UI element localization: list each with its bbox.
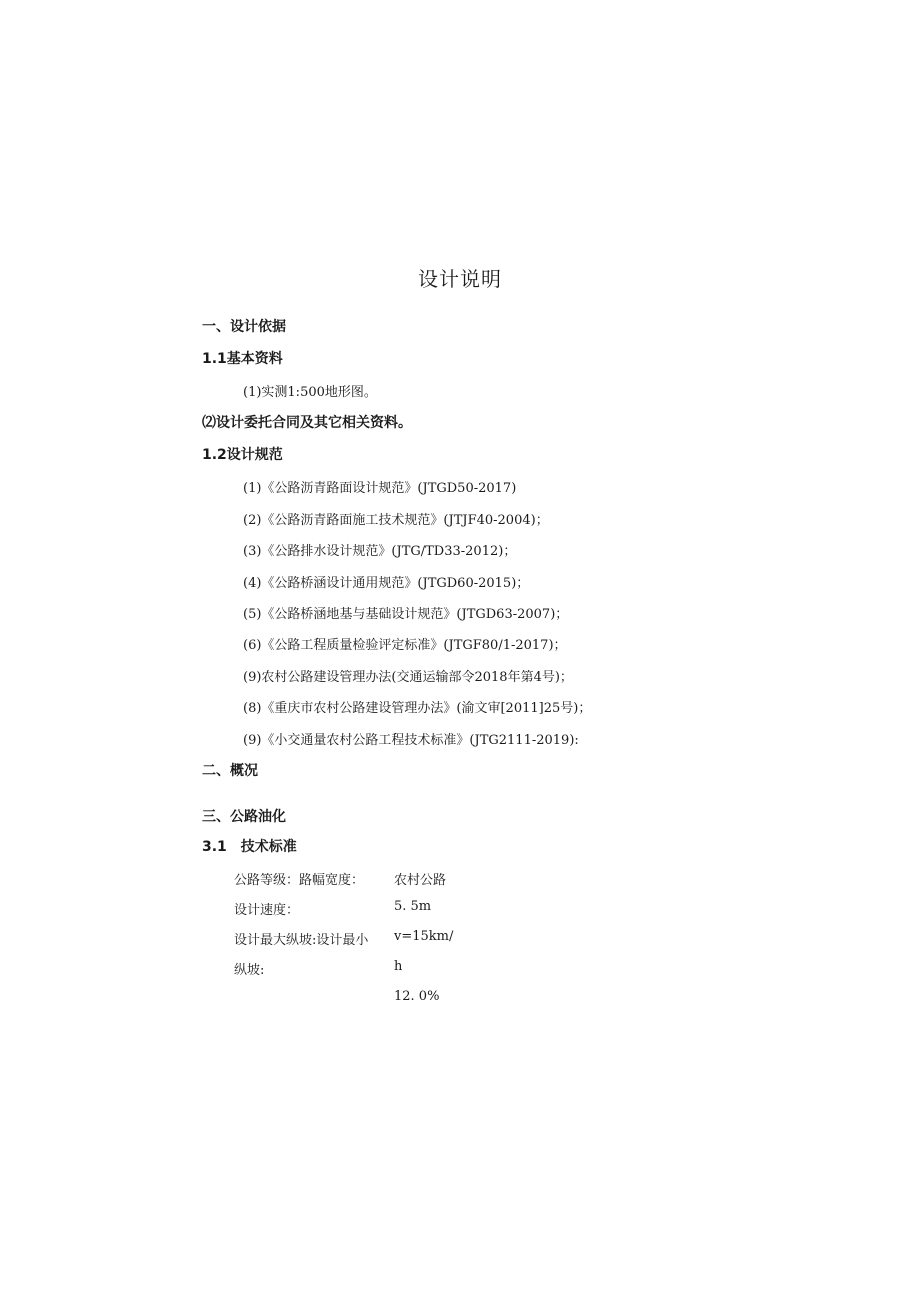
spec-item: (9)农村公路建设管理办法(交通运输部令2018年第4号)； bbox=[243, 670, 573, 685]
tech-value: h bbox=[394, 959, 403, 974]
spec-item: (9)《小交通量农村公路工程技术标准》(JTG2111-2019): bbox=[243, 733, 579, 748]
subsection-heading-basic-data: 1.1基本资料 bbox=[202, 351, 283, 367]
spec-item: (2)《公路沥青路面施工技术规范》(JTJF40-2004)； bbox=[243, 513, 549, 528]
tech-label: 设计速度： bbox=[234, 903, 300, 918]
tech-label: 纵坡: bbox=[234, 963, 265, 978]
tech-label: 设计最大纵坡:设计最小 bbox=[234, 933, 369, 948]
tech-value: 5. 5m bbox=[394, 899, 432, 914]
page-title: 设计说明 bbox=[418, 267, 502, 291]
spec-item: (3)《公路排水设计规范》(JTG/TD33-2012)； bbox=[243, 544, 517, 559]
tech-value: 12. 0% bbox=[394, 989, 440, 1004]
basic-data-item: (1)实测1:500地形图。 bbox=[243, 385, 377, 400]
subsection-heading-specs: 1.2设计规范 bbox=[202, 447, 283, 463]
spec-item: (1)《公路沥青路面设计规范》(JTGD50-2017) bbox=[243, 481, 517, 496]
spec-item: (4)《公路桥涵设计通用规范》(JTGD60-2015)； bbox=[243, 576, 530, 591]
spec-item: (5)《公路桥涵地基与基础设计规范》(JTGD63-2007)； bbox=[243, 607, 569, 622]
basic-data-item: ⑵设计委托合同及其它相关资料。 bbox=[202, 415, 412, 431]
section-heading-basis: 一、设计依据 bbox=[202, 319, 286, 335]
section-heading-road-paving: 三、公路油化 bbox=[202, 809, 286, 825]
tech-value: 农村公路 bbox=[394, 873, 447, 888]
tech-label: 公路等级：路幅宽度： bbox=[234, 873, 365, 888]
section-heading-overview: 二、概况 bbox=[202, 763, 258, 779]
tech-value: v=15km/ bbox=[394, 929, 454, 944]
subsection-heading-tech-standard: 3.1 技术标准 bbox=[202, 839, 297, 855]
spec-item: (6)《公路工程质量检验评定标准》(JTGF80/1-2017)； bbox=[243, 638, 567, 653]
spec-item: (8)《重庆市农村公路建设管理办法》(渝文审[2011]25号)； bbox=[243, 701, 592, 716]
